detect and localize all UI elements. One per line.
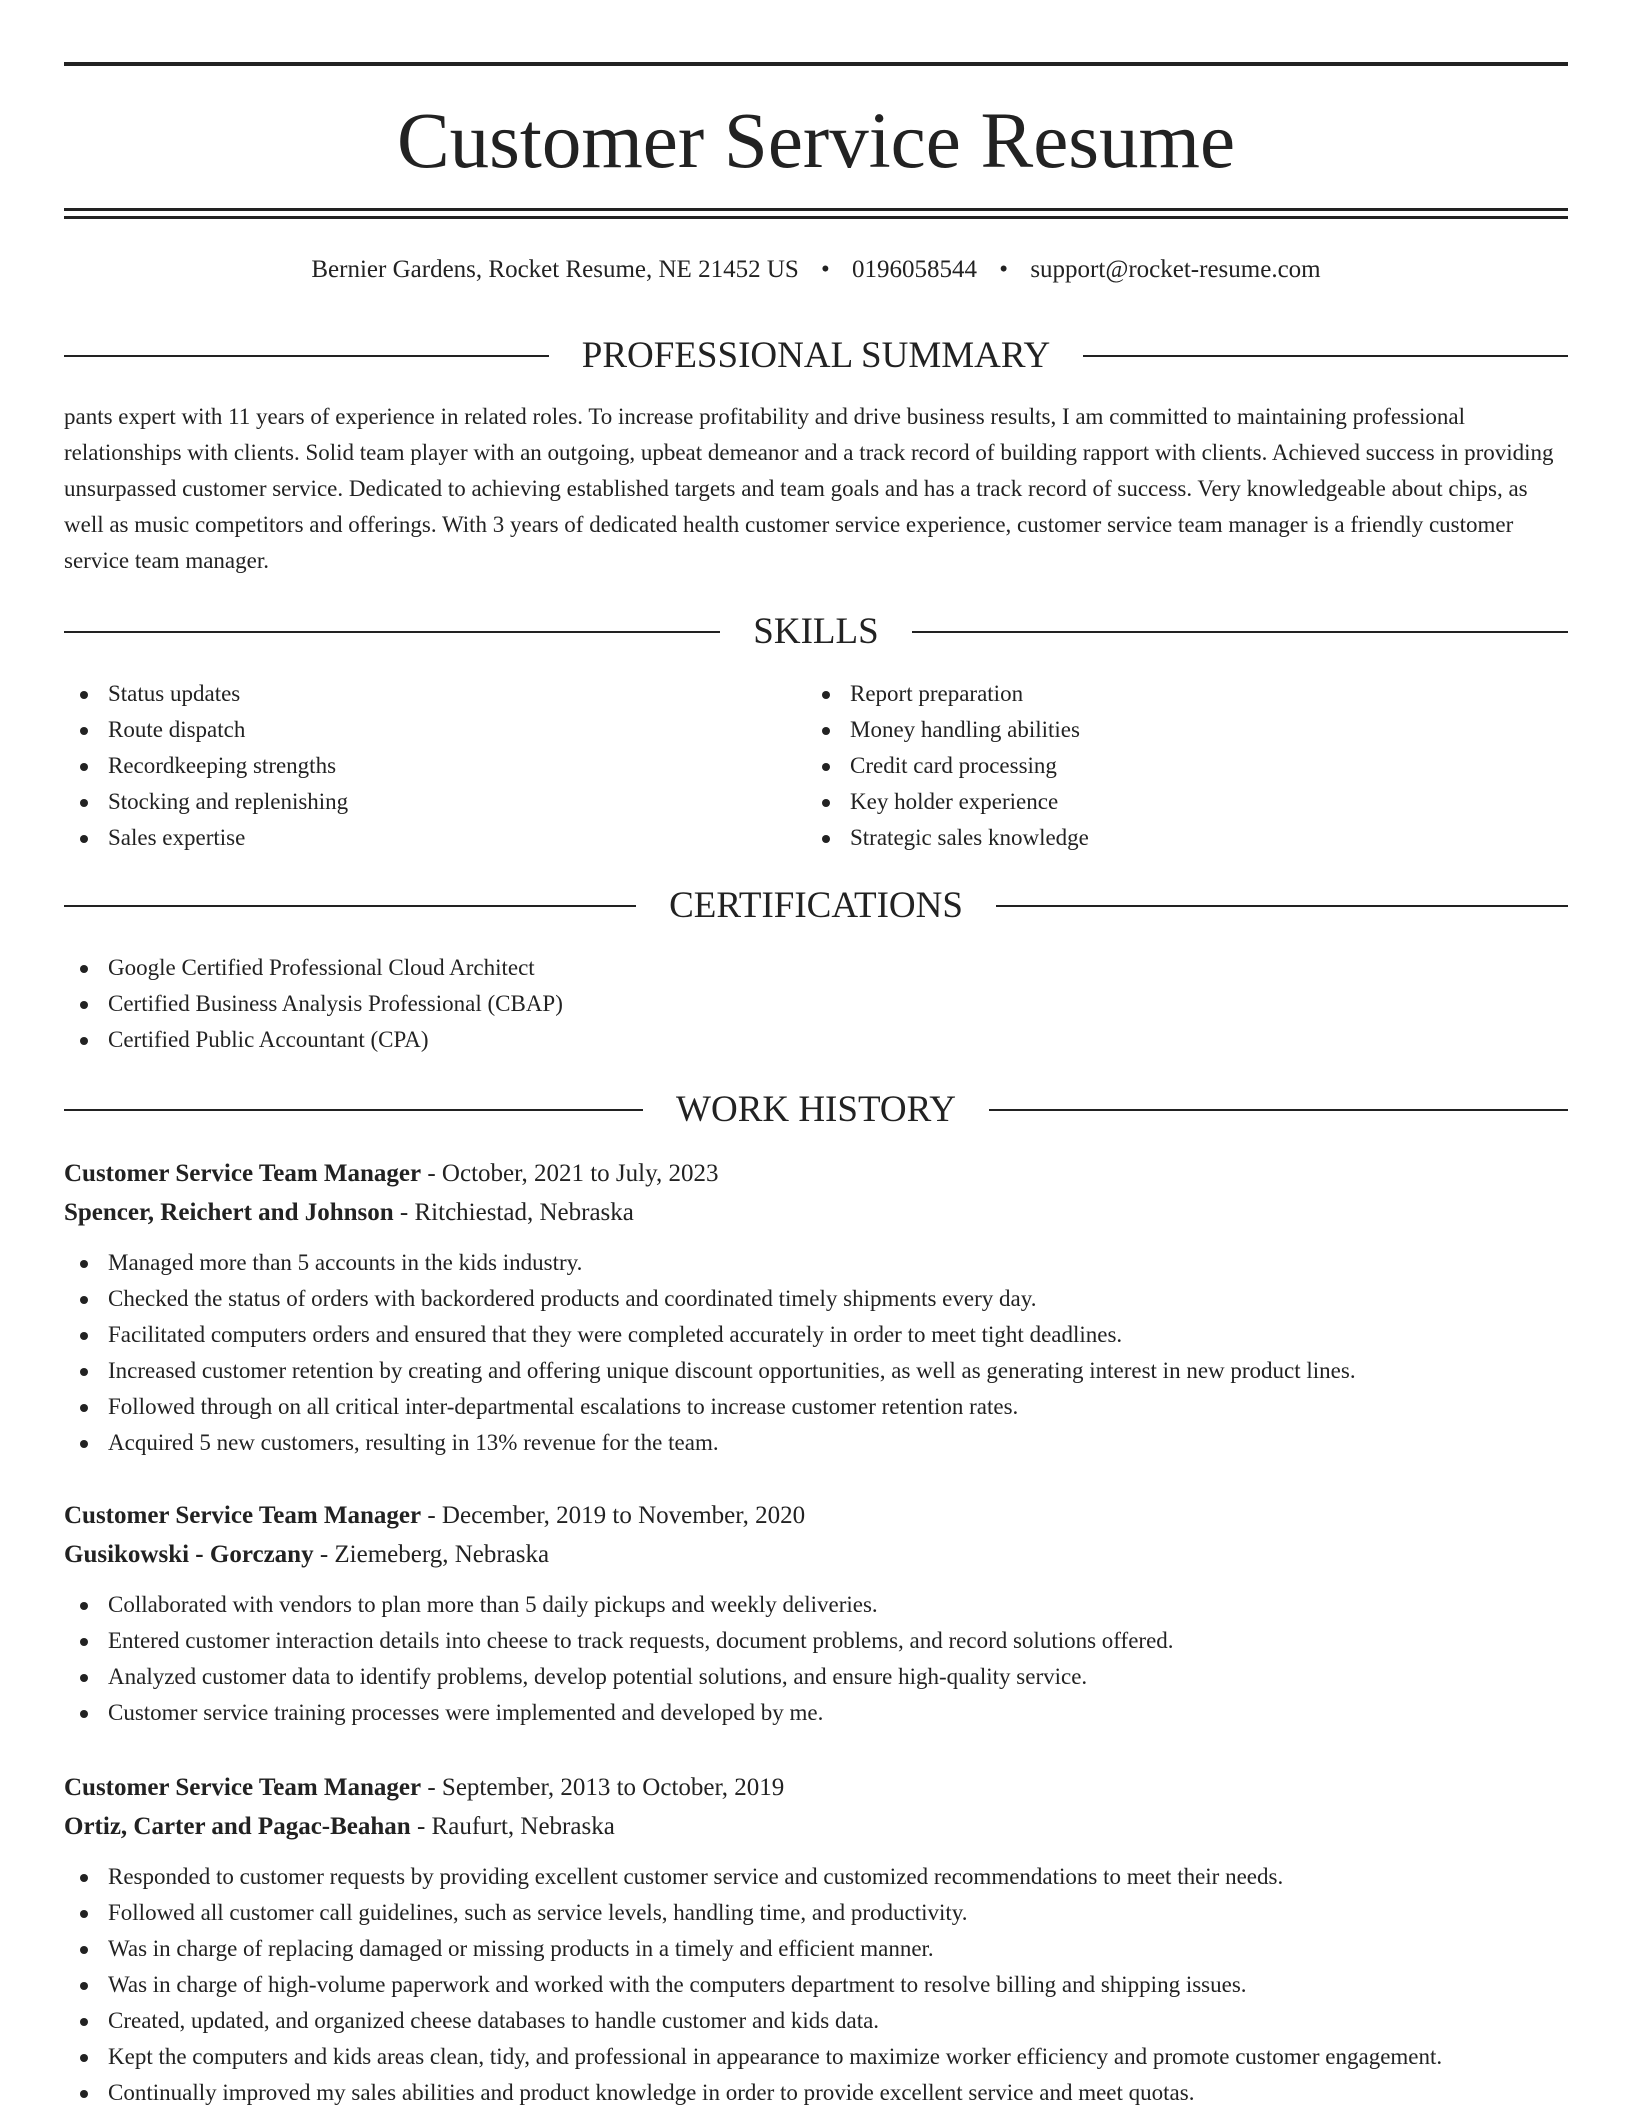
skill-item: Key holder experience [806, 784, 1089, 820]
certifications-heading [64, 884, 1568, 928]
work-history-heading-label: WORK HISTORY [676, 1089, 956, 1130]
job-bullet: Followed through on all critical inter-departmental escalations to increase customer retention rates. [64, 1389, 1568, 1425]
skills-list-right [806, 676, 1089, 856]
job-dates: - October, 2021 to July, 2023 [421, 1160, 719, 1187]
job-title: Customer Service Team Manager [64, 1774, 422, 1801]
job-bullets [64, 1245, 1568, 1461]
heading-rule [996, 905, 1568, 907]
job-company-line [64, 1193, 1568, 1232]
heading-rule [912, 631, 1568, 633]
top-rule [64, 62, 1568, 66]
summary-heading-label: PROFESSIONAL SUMMARY [581, 335, 1051, 376]
job-company-line [64, 1535, 1568, 1574]
job-bullet: Facilitated computers orders and ensured that they were completed accurately in order to meet tight deadlines. [64, 1317, 1568, 1353]
certification-item: Certified Business Analysis Professional (CBAP) [64, 986, 563, 1022]
heading-rule [64, 631, 720, 633]
job-bullet: Kept the computers and kids areas clean, tidy, and professional in appearance to maximize worker efficiency and promote customer engagement. [64, 2039, 1568, 2075]
job-title-line [64, 1154, 1568, 1193]
work-history-heading [64, 1088, 1568, 1132]
job-bullet: Created, updated, and organized cheese databases to handle customer and kids data. [64, 2003, 1568, 2039]
job-title: Customer Service Team Manager [64, 1502, 422, 1529]
skills-heading [64, 610, 1568, 654]
summary-heading [64, 334, 1568, 378]
job-company: Gusikowski - Gorczany [64, 1541, 314, 1568]
job-company: Spencer, Reichert and Johnson [64, 1199, 394, 1226]
job-bullet: Entered customer interaction details into cheese to track requests, document problems, and record solutions offered. [64, 1623, 1568, 1659]
job-entry [64, 1496, 1568, 1731]
job-bullet: Acquired 5 new customers, resulting in 13% revenue for the team. [64, 1425, 1568, 1461]
certifications-heading-label: CERTIFICATIONS [669, 885, 963, 926]
contact-separator: • [999, 256, 1009, 283]
job-bullets [64, 1587, 1568, 1731]
job-title-line [64, 1768, 1568, 1807]
job-company: Ortiz, Carter and Pagac-Beahan [64, 1813, 411, 1840]
job-bullet: Was in charge of replacing damaged or missing products in a timely and efficient manner. [64, 1931, 1568, 1967]
skill-item: Credit card processing [806, 748, 1089, 784]
job-bullet: Followed all customer call guidelines, such as service levels, handling time, and productivity. [64, 1895, 1568, 1931]
job-title-line [64, 1496, 1568, 1535]
job-bullet: Checked the status of orders with backordered products and coordinated timely shipments every day. [64, 1281, 1568, 1317]
skill-item: Recordkeeping strengths [64, 748, 348, 784]
job-dates: - December, 2019 to November, 2020 [421, 1502, 806, 1529]
job-bullets [64, 1859, 1568, 2111]
title-rule-lower [64, 216, 1568, 219]
contact-separator: • [821, 256, 830, 283]
job-bullet: Managed more than 5 accounts in the kids industry. [64, 1245, 1568, 1281]
skill-item: Status updates [64, 676, 348, 712]
certification-item: Google Certified Professional Cloud Architect [64, 950, 563, 986]
skill-item: Sales expertise [64, 820, 348, 856]
job-title: Customer Service Team Manager [64, 1160, 422, 1187]
job-location: - Ziemeberg, Nebraska [313, 1541, 550, 1568]
job-bullet: Responded to customer requests by providing excellent customer service and customized recommendations to meet their needs. [64, 1859, 1568, 1895]
skill-item: Money handling abilities [806, 712, 1089, 748]
skill-item: Strategic sales knowledge [806, 820, 1089, 856]
job-bullet: Customer service training processes were implemented and developed by me. [64, 1695, 1568, 1731]
heading-rule [64, 355, 549, 357]
job-entry [64, 1768, 1568, 2111]
job-dates: - September, 2013 to October, 2019 [421, 1774, 785, 1801]
resume-title: Customer Service Resume [396, 98, 1236, 185]
skill-item: Route dispatch [64, 712, 348, 748]
title-rule-upper [64, 208, 1568, 211]
job-company-line [64, 1807, 1568, 1846]
skills-heading-label: SKILLS [753, 611, 879, 652]
job-bullet: Continually improved my sales abilities and product knowledge in order to provide excellent service and meet quotas. [64, 2075, 1568, 2111]
job-location: - Raufurt, Nebraska [410, 1813, 615, 1840]
job-bullet: Was in charge of high-volume paperwork and worked with the computers department to resolve billing and shipping issues. [64, 1967, 1568, 2003]
job-entry [64, 1154, 1568, 1461]
heading-rule [989, 1109, 1568, 1111]
heading-rule [64, 905, 636, 907]
contact-line [64, 253, 1568, 287]
job-bullet: Collaborated with vendors to plan more than 5 daily pickups and weekly deliveries. [64, 1587, 1568, 1623]
contact-address: Bernier Gardens, Rocket Resume, NE 21452 US [311, 256, 799, 283]
contact-phone: 0196058544 [852, 256, 978, 283]
contact-email: support@rocket-resume.com [1030, 256, 1321, 283]
heading-rule [64, 1109, 643, 1111]
certification-item: Certified Public Accountant (CPA) [64, 1022, 563, 1058]
heading-rule [1083, 355, 1568, 357]
certifications-list [64, 950, 563, 1058]
job-bullet: Increased customer retention by creating and offering unique discount opportunities, as well as generating interest in new product lines. [64, 1353, 1568, 1389]
skill-item: Stocking and replenishing [64, 784, 348, 820]
skills-list-left [64, 676, 348, 856]
job-bullet: Analyzed customer data to identify problems, develop potential solutions, and ensure high-quality service. [64, 1659, 1568, 1695]
job-location: - Ritchiestad, Nebraska [393, 1199, 634, 1226]
skill-item: Report preparation [806, 676, 1089, 712]
summary-text: pants expert with 11 years of experience in related roles. To increase profitability and drive business results, I am committed to maintaining professional relationships with clients. Solid team player with an outgoing, upbeat demeanor and a track record of building rapport with clients. Achieved success in providing unsurpassed customer service. Dedicated to achieving established targets and team goals and has a track record of success. Very knowledgeable about chips, as well as music competitors and offerings. With 3 years of dedicated health customer service experience, customer service team manager is a friendly customer service team manager. [64, 404, 1554, 573]
